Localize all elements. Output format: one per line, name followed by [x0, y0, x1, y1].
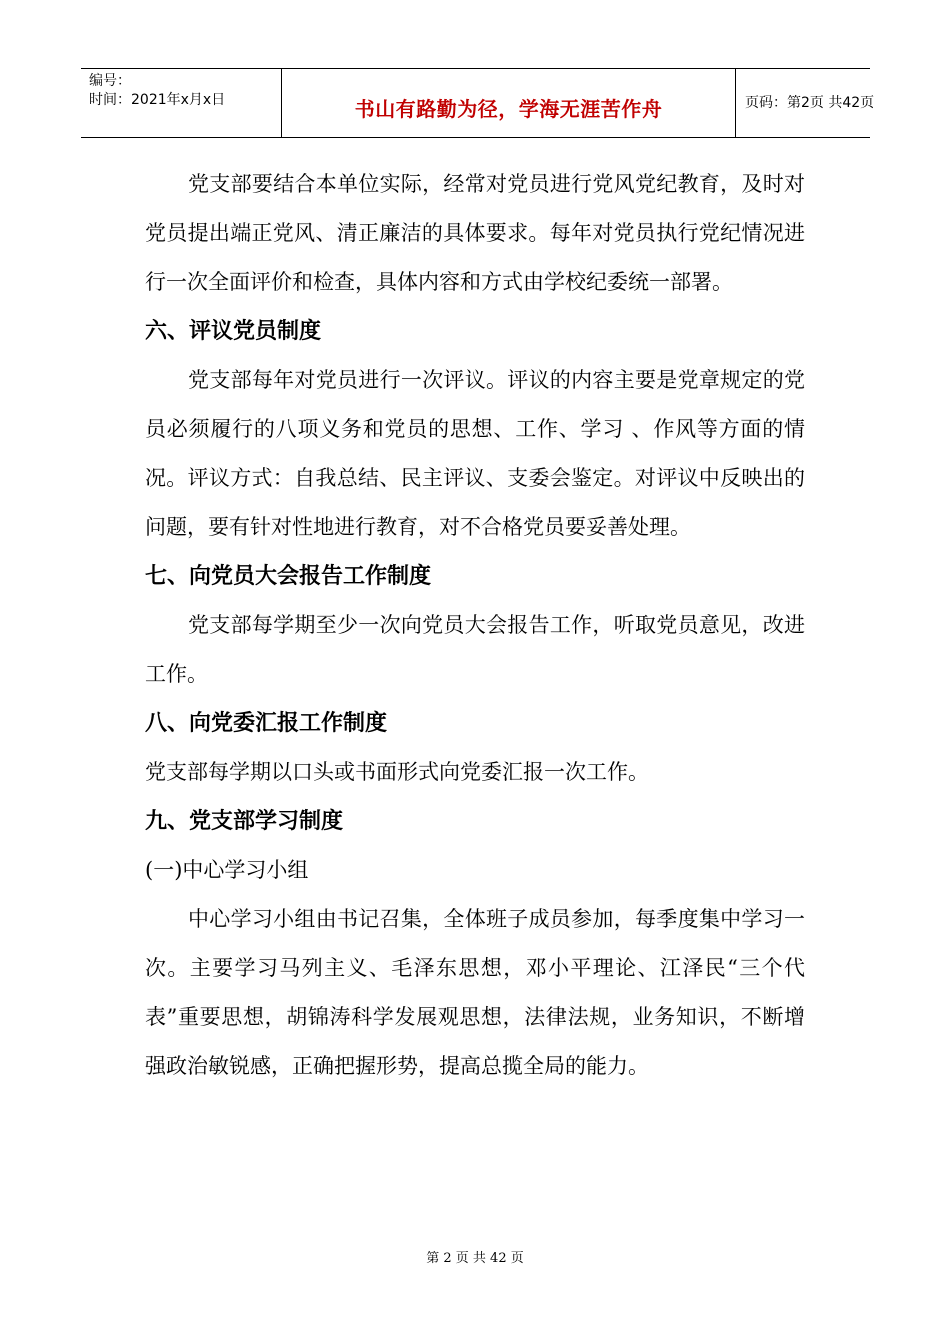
paragraph-central-study-group: 中心学习小组由书记召集，全体班子成员参加，每季度集中学习一次。主要学习马列主义、毛泽东思想，邓小平理论、江泽民“三个代表”重要思想，胡锦涛科学发展观思想，法律法规，业务知识，不断增强政治敏锐感，正确把握形势，提高总揽全局的能力。 [145, 907, 805, 1078]
header-page-number: 页码：第2页 共42页 [745, 95, 875, 111]
document-date-label: 时间：2021年x月x日 [89, 92, 226, 108]
header-motto: 书山有路勤为径，学海无涯苦作舟 [354, 97, 663, 121]
document-number-label: 编号： [89, 73, 131, 89]
paragraph-report-to-congress: 党支部每学期至少一次向党员大会报告工作，听取党员意见，改进工作。 [145, 613, 805, 686]
header-meta-cell [81, 69, 281, 137]
heading-section-7: 七、向党员大会报告工作制度 [145, 564, 432, 589]
header-page-cell [735, 69, 875, 137]
header-motto-cell [281, 69, 736, 137]
heading-section-8: 八、向党委汇报工作制度 [145, 711, 388, 736]
paragraph-member-review: 党支部每年对党员进行一次评议。评议的内容主要是党章规定的党员必须履行的八项义务和党员的思想、工作、学习 、作风等方面的情况。评议方式：自我总结、民主评议、支委会鉴定。对评议中反映出的问题，要有针对性地进行教育，对不合格党员要妥善处理。 [145, 368, 805, 539]
heading-section-6: 六、评议党员制度 [145, 319, 322, 344]
page-footer: 第 2 页 共 42 页 [426, 1251, 524, 1266]
subheading-central-study-group: (一)中心学习小组 [145, 858, 309, 882]
document-body [145, 160, 805, 1091]
paragraph-discipline-education: 党支部要结合本单位实际，经常对党员进行党风党纪教育，及时对党员提出端正党风、清正廉洁的具体要求。每年对党员执行党纪情况进行一次全面评价和检查，具体内容和方式由学校纪委统一部署。 [145, 172, 805, 294]
page-header [81, 68, 875, 138]
heading-section-9: 九、党支部学习制度 [145, 809, 344, 834]
paragraph-report-to-committee: 党支部每学期以口头或书面形式向党委汇报一次工作。 [145, 760, 649, 784]
